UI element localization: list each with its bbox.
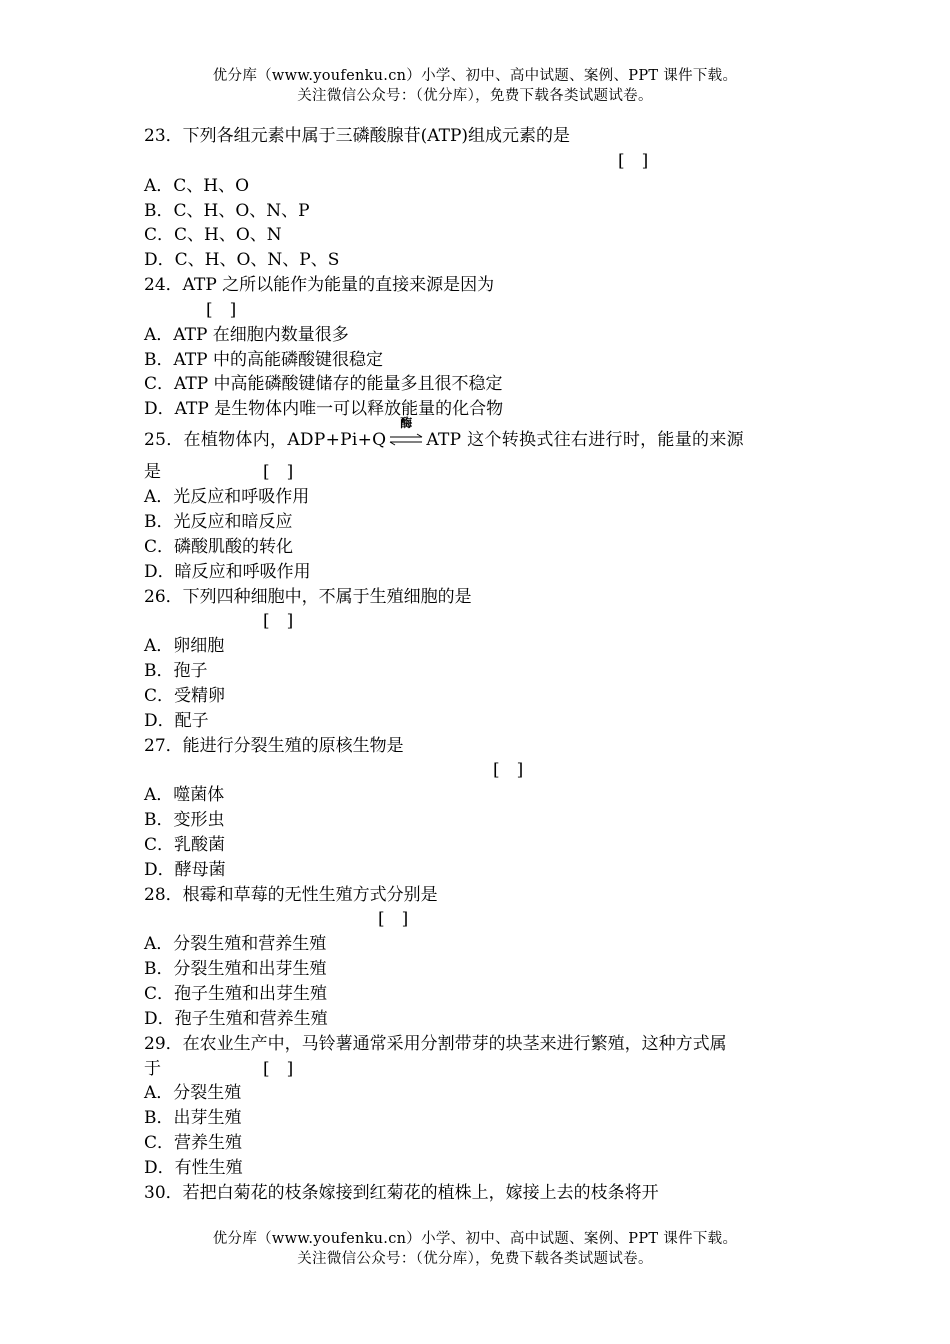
q25-stem	[144, 415, 808, 459]
reversible-reaction-arrow-icon	[388, 415, 424, 453]
question-list	[144, 124, 808, 1206]
q25-stem-cont: 是	[144, 462, 161, 483]
q29-stem-continued	[144, 1057, 808, 1082]
q26-option-a: A．卵细胞	[144, 636, 225, 657]
q24-option-b: B．ATP 中的高能磷酸键很稳定	[144, 349, 384, 370]
q27-option-d: D．酵母菌	[144, 859, 226, 880]
header-line-1: 优分库（www.youfenku.cn）小学、初中、高中试题、案例、PPT 课件下载。	[212, 68, 738, 84]
enzyme-label: 酶	[400, 415, 413, 430]
q24-option-c: C．ATP 中高能磷酸键储存的能量多且很不稳定	[144, 374, 503, 395]
q23-answer-bracket: [ ]	[618, 150, 649, 171]
q23-option-a: A．C、H、O	[144, 175, 250, 196]
q27-stem: 27．能进行分裂生殖的原核生物是	[144, 735, 404, 756]
q24-option-d: D．ATP 是生物体内唯一可以释放能量的化合物	[144, 399, 504, 420]
q26-answer-bracket: [ ]	[263, 611, 294, 632]
q25-option-d: D．暗反应和呼吸作用	[144, 561, 311, 582]
q26-answer-line	[144, 609, 808, 634]
q23-stem: 23．下列各组元素中属于三磷酸腺苷(ATP)组成元素的是	[144, 126, 571, 146]
q23-answer-line	[144, 149, 808, 174]
q28-option-a: A．分裂生殖和营养生殖	[144, 934, 327, 955]
q26-option-d: D．配子	[144, 710, 209, 731]
q29-option-a: A．分裂生殖	[144, 1083, 242, 1104]
q27-option-b: B．变形虫	[144, 810, 225, 831]
q23-option-c: C．C、H、O、N	[144, 225, 282, 246]
q27-answer-line	[144, 758, 808, 783]
q24-stem: 24．ATP 之所以能作为能量的直接来源是因为	[144, 275, 495, 296]
q29-answer-bracket: [ ]	[263, 1058, 294, 1079]
header-line-2: 关注微信公众号：（优分库），免费下载各类试题试卷。	[297, 88, 653, 104]
q27-option-a: A．噬菌体	[144, 785, 225, 806]
q27-answer-bracket: [ ]	[493, 760, 524, 781]
q25-option-c: C．磷酸肌酸的转化	[144, 536, 294, 557]
q28-option-c: C．孢子生殖和出芽生殖	[144, 984, 328, 1004]
q24-answer-line	[144, 298, 808, 323]
q24-option-a: A．ATP 在细胞内数量很多	[144, 324, 349, 345]
q23-option-b: B．C、H、O、N、P	[144, 200, 310, 221]
footer-line-1: 优分库（www.youfenku.cn）小学、初中、高中试题、案例、PPT 课件下载。	[212, 1231, 738, 1247]
page-header	[0, 66, 950, 106]
q26-stem: 26．下列四种细胞中，不属于生殖细胞的是	[144, 586, 472, 607]
q29-option-c: C．营养生殖	[144, 1133, 243, 1154]
q29-stem-cont: 于	[144, 1058, 161, 1079]
q25-stem-continued	[144, 459, 808, 485]
footer-line-2: 关注微信公众号：（优分库），免费下载各类试题试卷。	[297, 1251, 653, 1267]
q25-stem-post: ATP 这个转换式往右进行时，能量的来源	[426, 430, 744, 451]
q25-stem-pre: 25．在植物体内，ADP+Pi+Q	[144, 430, 387, 451]
q27-option-c: C．乳酸菌	[144, 834, 226, 855]
reversible-arrow-svg	[388, 433, 424, 447]
q25-option-a: A．光反应和呼吸作用	[144, 487, 310, 508]
q28-option-b: B．分裂生殖和出芽生殖	[144, 959, 327, 980]
q25-answer-bracket: [ ]	[263, 462, 294, 483]
q28-answer-bracket: [ ]	[378, 909, 409, 930]
q28-stem: 28．根霉和草莓的无性生殖方式分别是	[144, 884, 438, 905]
q28-option-d: D．孢子生殖和营养生殖	[144, 1008, 328, 1029]
q29-stem: 29．在农业生产中，马铃薯通常采用分割带芽的块茎来进行繁殖，这种方式属	[144, 1033, 727, 1054]
q26-option-b: B．孢子	[144, 661, 208, 682]
q23-option-d: D．C、H、O、N、P、S	[144, 250, 340, 271]
q29-option-d: D．有性生殖	[144, 1157, 243, 1178]
q26-option-c: C．受精卵	[144, 685, 226, 706]
q28-answer-line	[144, 907, 808, 932]
q24-answer-bracket: [ ]	[206, 299, 237, 320]
q30-stem: 30．若把白菊花的枝条嫁接到红菊花的植株上，嫁接上去的枝条将开	[144, 1182, 659, 1203]
q25-option-b: B．光反应和暗反应	[144, 511, 293, 532]
page-footer	[0, 1229, 950, 1269]
q29-option-b: B．出芽生殖	[144, 1108, 242, 1129]
